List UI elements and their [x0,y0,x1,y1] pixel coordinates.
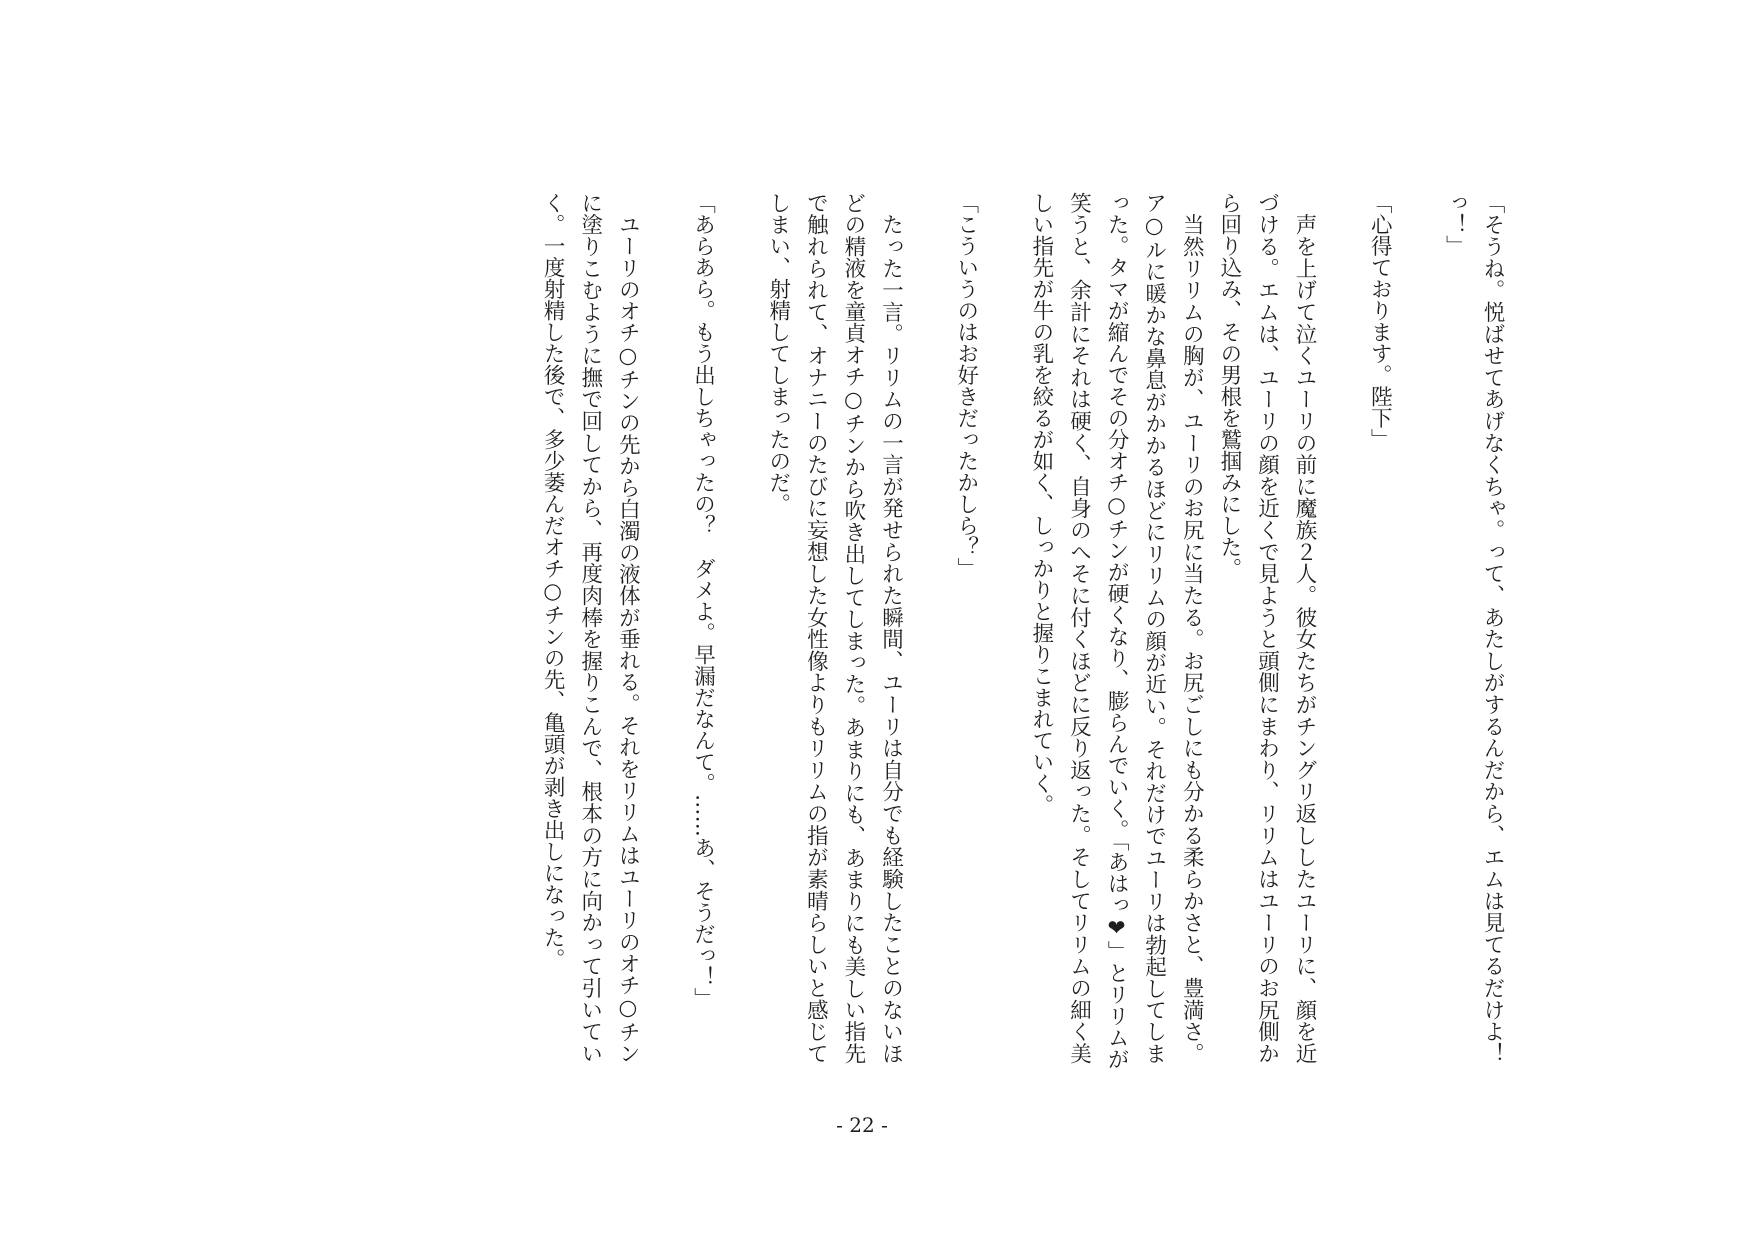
text-line: ユーリのオチ○チンの先から白濁の液体が垂れる。それをリリムはユーリのオチ○チン [615,192,641,1064]
blank-line [722,192,760,1064]
vertical-body-text [534,192,1511,1070]
text-line: たった一言。リリムの一言が発せられた瞬間、ユーリは自分でも経験したことのないほ [878,192,904,1064]
text-line: 「心得ております。陛下」 [1367,192,1393,450]
text-line: で触れられて、オナニーのたびに妄想した女性像よりもリリムの指が素晴らしいと感じて [803,192,829,1064]
text-line: 笑うと、余計にそれは硬く、自身のへそに付くほどに反り返った。そしてリリムの細く美 [1066,192,1092,1064]
text-line: っ！」 [1442,192,1468,257]
blank-line [1323,192,1361,1064]
text-line: 当然リリムの胸が、ユーリのお尻に当たる。お尻ごしにも分かる柔らかさと、豊満さ。 [1179,192,1205,1064]
blank-line [910,192,948,1064]
page-number: - 22 - [836,1113,888,1137]
text-line: に塗りこむように撫で回してから、再度肉棒を握りこんで、根本の方に向かって引いてい [577,192,603,1064]
text-line: ら回り込み、その男根を鷲掴みにした。 [1216,192,1242,579]
text-line: づける。エムは、ユーリの顔を近くで見ようと頭側にまわり、リリムはユーリのお尻側か [1254,192,1280,1064]
text-line: しまい、射精してしまったのだ。 [765,192,791,515]
text-line: どの精液を童貞オチ○チンから吹き出してしまった。あまりにも、あまりにも美しい指先 [840,192,866,1064]
text-line: 「そうね。悦ばせてあげなくちゃ。って、あたしがするんだから、エムは見てるだけよ！ [1480,192,1505,1064]
blank-line [985,192,1023,1064]
text-line: った。タマが縮んでその分オチ○チンが硬くなり、膨らんでいく。「あはっ❤」とリリムが [1104,192,1130,1070]
text-line: しい指先が牛の乳を絞るが如く、しっかりと握りこまれていく。 [1028,192,1054,816]
blank-line [1398,192,1436,1064]
text-line: 声を上げて泣くユーリの前に魔族２人。彼女たちがチングリ返ししたユーリに、顔を近 [1292,192,1318,1064]
blank-line [646,192,684,1064]
text-line: 「こういうのはお好きだったかしら？」 [953,192,979,579]
text-line: 「あらあら。もう出しちゃったの？ ダメよ。早漏だなんて。……あ、そうだっ！」 [690,192,716,1009]
text-line: く。一度射精した後で、多少萎んだオチ○チンの先、亀頭が剥き出しになった。 [540,192,566,970]
text-line: ア○ルに暖かな鼻息がかかるほどにリリムの顔が近い。それだけでユーリは勃起してしま [1141,192,1167,1065]
